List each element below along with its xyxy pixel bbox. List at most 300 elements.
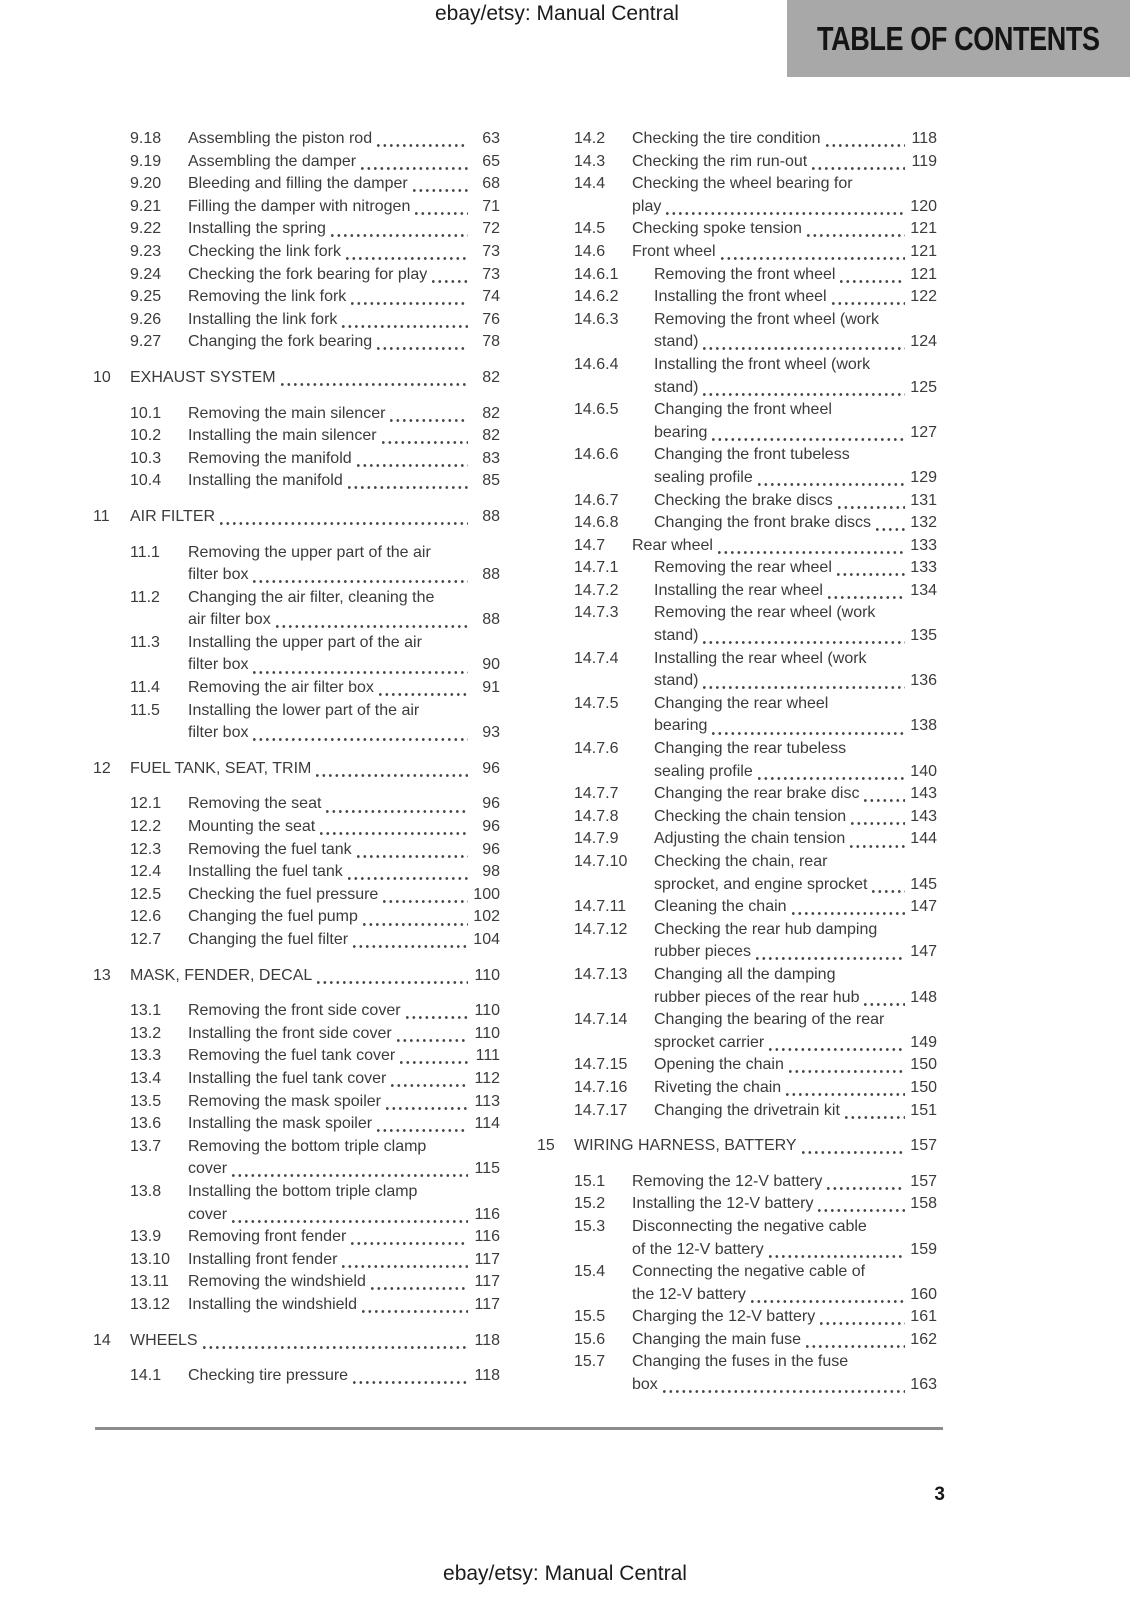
- toc-section-entry: [93, 965, 500, 988]
- toc-entry-body: [654, 738, 937, 783]
- toc-entry-number: 14.5: [574, 220, 606, 238]
- toc-entry-number: 12.6: [130, 908, 162, 926]
- toc-entry: [574, 1100, 937, 1123]
- toc-column-left: [93, 128, 500, 1388]
- toc-entry-body: [654, 648, 937, 693]
- toc-entry-label-line: Installing the bottom triple clamp: [188, 1182, 418, 1200]
- toc-entry-lastline: [188, 196, 500, 219]
- toc-entry-page: 157: [910, 1137, 937, 1155]
- toc-entry-body: [188, 196, 500, 219]
- toc-entry-page: 136: [910, 672, 937, 690]
- toc-entry-page: 102: [473, 908, 500, 926]
- toc-entry: [130, 816, 500, 839]
- toc-entry-body: [654, 557, 937, 580]
- toc-entry-label: stand): [654, 672, 699, 690]
- toc-entry-page: 119: [911, 152, 937, 170]
- toc-entry-body: [188, 632, 500, 677]
- dot-leader: [320, 832, 468, 835]
- toc-entry-page: 157: [910, 1172, 937, 1190]
- toc-entry-page: 149: [910, 1033, 937, 1051]
- dot-leader: [872, 890, 905, 893]
- toc-entry-page: 133: [910, 559, 937, 577]
- toc-entry-label: Removing the windshield: [188, 1273, 366, 1291]
- toc-entry-lastline: [654, 715, 937, 738]
- toc-entry-lastline: [654, 806, 937, 829]
- toc-entry-body: [188, 1091, 500, 1114]
- toc-entry: [574, 964, 937, 1009]
- toc-entry-lastline: [188, 654, 500, 677]
- toc-entry-lastline: [188, 1091, 500, 1114]
- toc-entry-number: 15.4: [574, 1263, 606, 1281]
- toc-entry-label: Installing the front wheel: [654, 288, 827, 306]
- toc-entry: [130, 264, 500, 287]
- dot-leader: [353, 1381, 468, 1384]
- dot-leader: [792, 912, 905, 915]
- toc-entry-label: sealing profile: [654, 468, 753, 486]
- toc-entry-label: Removing the fuel tank cover: [188, 1047, 396, 1065]
- toc-entry: [574, 806, 937, 829]
- toc-entry-page: 96: [482, 759, 500, 777]
- toc-entry-body: [654, 490, 937, 513]
- toc-entry-page: 96: [482, 840, 500, 858]
- toc-entry: [574, 512, 937, 535]
- toc-entry-body: [654, 1077, 937, 1100]
- toc-entry: [130, 173, 500, 196]
- toc-entry-label: Checking the fuel pressure: [188, 885, 379, 903]
- toc-entry-label: Front wheel: [632, 242, 716, 260]
- toc-entry-number: 10.4: [130, 472, 162, 490]
- toc-entry-number: 10.1: [130, 404, 162, 422]
- toc-entry-body: [188, 1113, 500, 1136]
- toc-entry-page: 110: [474, 1024, 500, 1042]
- toc-entry-lastline: [632, 218, 937, 241]
- toc-entry-page: 159: [910, 1240, 937, 1258]
- toc-entry-body: [188, 403, 500, 426]
- toc-entry-body: [188, 173, 500, 196]
- toc-entry-number: 11.4: [130, 679, 160, 697]
- toc-entry-label: Changing the front brake discs: [654, 514, 872, 532]
- dot-leader: [326, 810, 468, 813]
- toc-entry-lastline: [654, 941, 937, 964]
- toc-entry-number: 14.6.1: [574, 265, 619, 283]
- toc-entry-lastline: [188, 1158, 500, 1181]
- toc-entry: [130, 1113, 500, 1136]
- toc-entry-lastline: [654, 286, 937, 309]
- dot-leader: [721, 257, 905, 260]
- toc-entry-lastline: [654, 512, 937, 535]
- toc-entry-page: 96: [482, 795, 500, 813]
- toc-entry-lastline: [654, 490, 937, 513]
- toc-entry-body: [130, 367, 500, 390]
- toc-entry-page: 162: [910, 1330, 937, 1348]
- toc-entry-number: 13.4: [130, 1069, 162, 1087]
- toc-entry-number: 14.7.5: [574, 694, 619, 712]
- toc-entry-label-line: Changing all the damping: [654, 965, 836, 983]
- toc-column-right: [537, 128, 937, 1397]
- toc-entry: [574, 919, 937, 964]
- toc-entry: [130, 403, 500, 426]
- toc-entry-page: 82: [482, 368, 500, 386]
- toc-entry-number: 14.7.13: [574, 965, 628, 983]
- dot-leader: [390, 419, 468, 422]
- toc-entry-label: air filter box: [188, 611, 271, 629]
- toc-entry: [574, 738, 937, 783]
- toc-entry-label: Installing the spring: [188, 220, 326, 238]
- dot-leader: [703, 641, 905, 644]
- toc-entry: [574, 693, 937, 738]
- toc-entry: [130, 861, 500, 884]
- toc-entry-lastline: [188, 264, 500, 287]
- toc-entry: [574, 218, 937, 241]
- toc-entry-number: 14.7: [574, 536, 606, 554]
- toc-entry-number: 14.6.4: [574, 355, 619, 373]
- toc-entry-page: 110: [474, 966, 500, 984]
- toc-entry-page: 150: [910, 1056, 937, 1074]
- toc-entry-body: [632, 1171, 937, 1194]
- toc-entry-page: 96: [482, 818, 500, 836]
- dot-leader: [812, 167, 905, 170]
- toc-entry: [574, 648, 937, 693]
- bottom-watermark: ebay/etsy: Manual Central: [443, 1562, 687, 1585]
- toc-entry-number: 9.22: [130, 220, 162, 238]
- toc-entry-page: 83: [482, 449, 500, 467]
- toc-entry-page: 125: [910, 378, 937, 396]
- toc-entry-number: 14.6: [574, 242, 606, 260]
- toc-entry-number: 14.7.8: [574, 807, 619, 825]
- toc-entry-label: Removing the manifold: [188, 449, 352, 467]
- toc-entry-label: sprocket carrier: [654, 1033, 765, 1051]
- toc-entry-body: [188, 1136, 500, 1181]
- toc-entry-page: 78: [482, 333, 500, 351]
- toc-entry-lastline: [188, 1045, 500, 1068]
- toc-entry: [130, 632, 500, 677]
- toc-entry-label: Changing the rear brake disc: [654, 785, 860, 803]
- toc-entry: [130, 587, 500, 632]
- toc-entry-body: [654, 783, 937, 806]
- toc-entry-lastline: [654, 625, 937, 648]
- toc-entry-label-line: Changing the fuses in the fuse: [632, 1353, 849, 1371]
- toc-entry: [130, 1136, 500, 1181]
- toc-entry-number: 12.2: [130, 818, 162, 836]
- toc-entry-label: cover: [188, 1160, 228, 1178]
- toc-entry-page: 144: [910, 830, 937, 848]
- toc-entry-label: Installing the main silencer: [188, 427, 377, 445]
- dot-leader: [820, 1322, 905, 1325]
- dot-leader: [379, 693, 468, 696]
- toc-section-entry: [93, 506, 500, 529]
- dot-leader: [827, 1187, 905, 1190]
- toc-entry-page: 90: [482, 656, 500, 674]
- dot-leader: [253, 738, 468, 741]
- dot-leader: [281, 383, 468, 386]
- toc-entry-lastline: [188, 218, 500, 241]
- dot-leader: [317, 981, 468, 984]
- toc-entry-page: 68: [482, 175, 500, 193]
- dot-leader: [253, 580, 468, 583]
- dot-leader: [348, 486, 468, 489]
- toc-entry: [130, 1249, 500, 1272]
- toc-entry-label: Removing the fuel tank: [188, 840, 352, 858]
- toc-entry-lastline: [654, 422, 937, 445]
- toc-entry-body: [188, 1271, 500, 1294]
- toc-entry-number: 10.2: [130, 427, 162, 445]
- toc-entry-lastline: [632, 241, 937, 264]
- toc-entry: [130, 793, 500, 816]
- toc-entry-lastline: [632, 151, 937, 174]
- toc-entry-label-line: Installing the rear wheel (work: [654, 649, 867, 667]
- toc-entry-lastline: [188, 1294, 500, 1317]
- toc-entry-label: Checking spoke tension: [632, 220, 802, 238]
- toc-entry-body: [654, 828, 937, 851]
- toc-entry-lastline: [130, 965, 500, 988]
- toc-entry-body: [188, 1181, 500, 1226]
- toc-entry-page: 117: [474, 1295, 500, 1313]
- toc-entry-body: [130, 506, 500, 529]
- toc-entry-number: 13.10: [130, 1250, 171, 1268]
- toc-entry-label-line: Changing the front wheel: [654, 401, 832, 419]
- dot-leader: [232, 1220, 468, 1223]
- toc-entry-page: 147: [910, 898, 937, 916]
- toc-entry-body: [188, 1226, 500, 1249]
- toc-entry-number: 13.3: [130, 1047, 162, 1065]
- toc-entry-page: 135: [910, 627, 937, 645]
- toc-entry: [574, 1009, 937, 1054]
- dot-leader: [363, 923, 468, 926]
- toc-entry-label: Installing the link fork: [188, 310, 338, 328]
- toc-entry-number: 13.11: [130, 1273, 169, 1291]
- dot-leader: [703, 347, 905, 350]
- toc-entry-lastline: [130, 506, 500, 529]
- dot-leader: [832, 302, 905, 305]
- toc-entry-label: Removing the 12-V battery: [632, 1172, 823, 1190]
- toc-entry-lastline: [188, 1271, 500, 1294]
- toc-entry-page: 85: [482, 472, 500, 490]
- toc-entry: [574, 1216, 937, 1261]
- toc-entry: [130, 1091, 500, 1114]
- toc-entry-body: [632, 1351, 937, 1396]
- toc-entry-lastline: [632, 1239, 937, 1262]
- toc-entry-number: 14.7.17: [574, 1101, 628, 1119]
- toc-entry-label: of the 12-V battery: [632, 1240, 764, 1258]
- toc-entry-label-line: Checking the wheel bearing for: [632, 175, 853, 193]
- toc-entry-number: 9.25: [130, 288, 162, 306]
- dot-leader: [712, 438, 905, 441]
- toc-entry-label: the 12-V battery: [632, 1285, 746, 1303]
- toc-entry-lastline: [632, 1306, 937, 1329]
- dot-leader: [703, 686, 905, 689]
- toc-entry: [130, 286, 500, 309]
- toc-entry-page: 120: [910, 197, 937, 215]
- toc-entry-number: 14.7.7: [574, 785, 619, 803]
- dot-leader: [382, 441, 468, 444]
- toc-entry-lastline: [654, 1054, 937, 1077]
- toc-entry-body: [188, 816, 500, 839]
- dot-leader: [415, 212, 468, 215]
- toc-entry-lastline: [188, 425, 500, 448]
- dot-leader: [400, 1061, 468, 1064]
- dot-leader: [377, 347, 468, 350]
- toc-entry-body: [654, 264, 937, 287]
- footer-rule: [95, 1427, 943, 1430]
- dot-leader: [802, 1151, 905, 1154]
- toc-entry-body: [632, 173, 937, 218]
- toc-entry-page: 116: [474, 1205, 500, 1223]
- toc-entry: [130, 1181, 500, 1226]
- toc-entry-label: sprocket, and engine sprocket: [654, 875, 868, 893]
- toc-entry-lastline: [654, 1100, 937, 1123]
- toc-entry-body: [654, 354, 937, 399]
- toc-entry: [574, 354, 937, 399]
- toc-entry-body: [188, 470, 500, 493]
- toc-entry-page: 118: [911, 130, 937, 147]
- dot-leader: [203, 1346, 468, 1349]
- toc-entry-body: [188, 218, 500, 241]
- toc-entry-body: [188, 587, 500, 632]
- toc-entry-lastline: [632, 196, 937, 219]
- toc-entry: [574, 286, 937, 309]
- toc-entry-page: 148: [910, 988, 937, 1006]
- toc-entry-page: 65: [482, 152, 500, 170]
- dot-leader: [383, 900, 468, 903]
- toc-entry-body: [654, 399, 937, 444]
- dot-leader: [837, 573, 905, 576]
- toc-entry-page: 88: [482, 611, 500, 629]
- toc-entry-body: [654, 512, 937, 535]
- toc-entry-page: 63: [482, 130, 500, 147]
- toc-entry-body: [188, 1000, 500, 1023]
- toc-entry-label: Changing the drivetrain kit: [654, 1101, 840, 1119]
- toc-entry: [574, 828, 937, 851]
- toc-entry: [130, 1226, 500, 1249]
- toc-entry: [130, 241, 500, 264]
- toc-entry-lastline: [188, 1249, 500, 1272]
- dot-leader: [351, 1242, 468, 1245]
- toc-entry-label: Removing the air filter box: [188, 679, 374, 697]
- dot-leader: [663, 1390, 905, 1393]
- toc-entry-body: [632, 151, 937, 174]
- toc-entry-body: [632, 218, 937, 241]
- toc-entry-body: [654, 286, 937, 309]
- dot-leader: [712, 732, 905, 735]
- toc-entry-body: [654, 919, 937, 964]
- toc-entry-label: Removing the main silencer: [188, 404, 386, 422]
- toc-entry-label: Rear wheel: [632, 536, 713, 554]
- toc-entry-body: [188, 425, 500, 448]
- toc-entry-number: 14.7.10: [574, 853, 628, 870]
- toc-entry-label: Mounting the seat: [188, 818, 316, 836]
- dot-leader: [828, 596, 905, 599]
- toc-entry-label: Installing the front side cover: [188, 1024, 392, 1042]
- toc-entry-page: 76: [482, 310, 500, 328]
- toc-entry-label: Installing front fender: [188, 1250, 338, 1268]
- toc-entry-label-line: Changing the bearing of the rear: [654, 1011, 885, 1029]
- toc-entry-lastline: [632, 1193, 937, 1216]
- toc-entry-body: [188, 884, 500, 907]
- toc-entry-label: Cleaning the chain: [654, 898, 787, 916]
- dot-leader: [666, 212, 905, 215]
- toc-entry-number: 13.9: [130, 1228, 162, 1246]
- toc-entry-page: 114: [474, 1115, 500, 1133]
- toc-entry-label: Assembling the piston rod: [188, 130, 373, 147]
- toc-entry-lastline: [188, 173, 500, 196]
- toc-entry-label: Checking the tire condition: [632, 130, 821, 147]
- toc-entry-page: 121: [910, 242, 937, 260]
- toc-entry-page: 116: [474, 1228, 500, 1246]
- toc-entry: [130, 151, 500, 174]
- toc-entry-label: Checking the fork bearing for play: [188, 265, 428, 283]
- dot-leader: [353, 945, 468, 948]
- toc-entry-page: 143: [910, 785, 937, 803]
- toc-entry-label: Installing the mask spoiler: [188, 1115, 373, 1133]
- toc-entry-label: stand): [654, 378, 699, 396]
- toc-entry: [574, 1329, 937, 1352]
- toc-entry-number: 9.18: [130, 130, 162, 147]
- toc-entry-lastline: [632, 535, 937, 558]
- toc-entry-lastline: [188, 1000, 500, 1023]
- dot-leader: [806, 1345, 905, 1348]
- toc-entry-number: 12.4: [130, 863, 162, 881]
- toc-entry: [574, 1077, 937, 1100]
- toc-entry-number: 13.6: [130, 1115, 162, 1133]
- toc-entry-lastline: [654, 874, 937, 897]
- toc-entry-lastline: [188, 241, 500, 264]
- toc-entry-number: 11.3: [130, 633, 160, 651]
- toc-entry-lastline: [632, 1284, 937, 1307]
- toc-entry: [130, 677, 500, 700]
- toc-entry-lastline: [188, 403, 500, 426]
- toc-entry-label: Checking the brake discs: [654, 491, 833, 509]
- toc-entry-label-line: Changing the rear tubeless: [654, 740, 847, 758]
- toc-entry-lastline: [632, 1329, 937, 1352]
- toc-entry-lastline: [188, 1365, 500, 1388]
- toc-entry-label: Changing the main fuse: [632, 1330, 801, 1348]
- dot-leader: [807, 234, 905, 237]
- toc-entry-label: stand): [654, 333, 699, 351]
- dot-leader: [703, 393, 905, 396]
- dot-leader: [276, 625, 468, 628]
- toc-entry-number: 14.3: [574, 152, 606, 170]
- toc-entry-number: 13.7: [130, 1137, 162, 1155]
- toc-entry-number: 14.6.6: [574, 446, 619, 464]
- toc-entry-label: filter box: [188, 566, 249, 584]
- toc-entry-lastline: [188, 1068, 500, 1091]
- dot-leader: [864, 1003, 905, 1006]
- toc-entry-number: 12.7: [130, 931, 162, 948]
- page-number: 3: [934, 1484, 945, 1505]
- dot-leader: [413, 189, 468, 192]
- toc-entry-lastline: [188, 677, 500, 700]
- toc-entry-number: 15.5: [574, 1308, 606, 1326]
- toc-entry-body: [654, 896, 937, 919]
- toc-entry-number: 9.24: [130, 265, 162, 283]
- toc-entry-page: 121: [910, 220, 937, 238]
- toc-entry-page: 118: [474, 1367, 500, 1385]
- dot-leader: [432, 280, 468, 283]
- dot-leader: [357, 855, 468, 858]
- toc-entry-number: 14.7.6: [574, 740, 619, 758]
- toc-entry: [130, 309, 500, 332]
- toc-entry-number: 13.2: [130, 1024, 162, 1042]
- dot-leader: [377, 1129, 468, 1132]
- toc-entry-lastline: [188, 839, 500, 862]
- dot-leader: [348, 877, 468, 880]
- toc-entry-number: 12.3: [130, 840, 162, 858]
- toc-entry: [574, 399, 937, 444]
- toc-entry-label: stand): [654, 627, 699, 645]
- toc-entry-label: MASK, FENDER, DECAL: [130, 966, 313, 984]
- toc-entry-lastline: [188, 906, 500, 929]
- toc-entry-lastline: [130, 1330, 500, 1353]
